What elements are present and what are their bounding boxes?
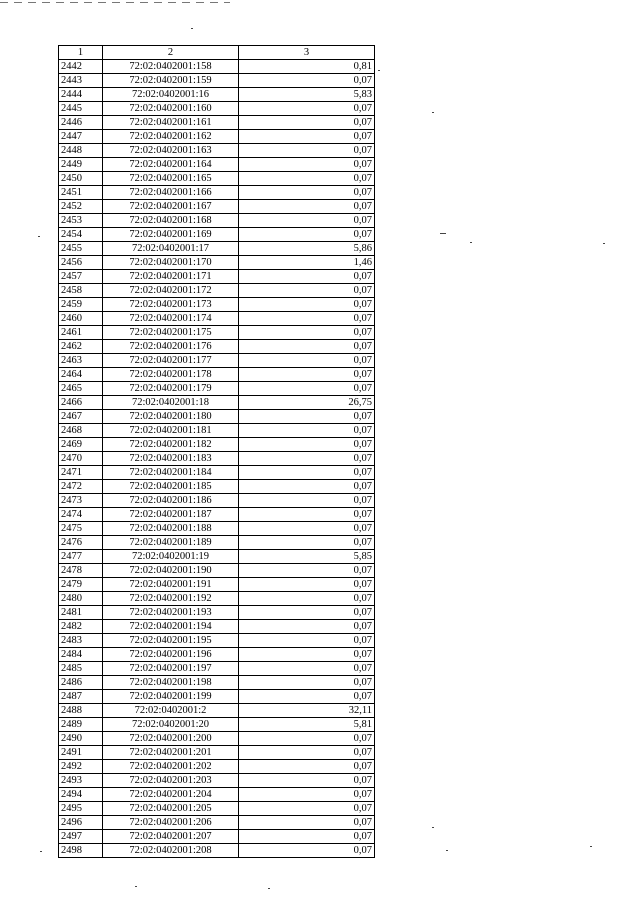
- cadastral-number: 72:02:0402001:20: [103, 718, 239, 732]
- row-number: 2453: [59, 214, 103, 228]
- scan-speck: [268, 888, 270, 889]
- scan-speck: [446, 850, 448, 851]
- row-number: 2471: [59, 466, 103, 480]
- cadastral-number: 72:02:0402001:16: [103, 88, 239, 102]
- cadastral-number: 72:02:0402001:185: [103, 480, 239, 494]
- area-value: 0,07: [239, 452, 375, 466]
- row-number: 2491: [59, 746, 103, 760]
- area-value: 0,07: [239, 578, 375, 592]
- area-value: 0,07: [239, 844, 375, 858]
- table-row: [59, 326, 375, 340]
- row-number: 2451: [59, 186, 103, 200]
- cadastral-number: 72:02:0402001:207: [103, 830, 239, 844]
- area-value: 0,07: [239, 354, 375, 368]
- table-row: [59, 228, 375, 242]
- area-value: 5,85: [239, 550, 375, 564]
- table-row: [59, 298, 375, 312]
- area-value: 0,07: [239, 746, 375, 760]
- cadastral-number: 72:02:0402001:187: [103, 508, 239, 522]
- table-row: [59, 788, 375, 802]
- area-value: 0,07: [239, 214, 375, 228]
- land-parcel-table: [58, 45, 375, 858]
- row-number: 2466: [59, 396, 103, 410]
- area-value: 0,07: [239, 410, 375, 424]
- cadastral-number: 72:02:0402001:161: [103, 116, 239, 130]
- cadastral-number: 72:02:0402001:184: [103, 466, 239, 480]
- table-row: [59, 144, 375, 158]
- area-value: 26,75: [239, 396, 375, 410]
- table-row: [59, 186, 375, 200]
- cadastral-number: 72:02:0402001:158: [103, 60, 239, 74]
- table-row: [59, 88, 375, 102]
- area-value: 0,07: [239, 466, 375, 480]
- row-number: 2442: [59, 60, 103, 74]
- row-number: 2463: [59, 354, 103, 368]
- scan-speck: [590, 846, 592, 847]
- area-value: 0,07: [239, 144, 375, 158]
- cadastral-number: 72:02:0402001:163: [103, 144, 239, 158]
- area-value: 0,07: [239, 340, 375, 354]
- area-value: 32,11: [239, 704, 375, 718]
- area-value: 0,07: [239, 774, 375, 788]
- row-number: 2456: [59, 256, 103, 270]
- cadastral-number: 72:02:0402001:197: [103, 662, 239, 676]
- row-number: 2476: [59, 536, 103, 550]
- table-row: [59, 396, 375, 410]
- table-row: [59, 312, 375, 326]
- row-number: 2473: [59, 494, 103, 508]
- row-number: 2447: [59, 130, 103, 144]
- area-value: 0,07: [239, 676, 375, 690]
- area-value: 0,07: [239, 130, 375, 144]
- cadastral-number: 72:02:0402001:168: [103, 214, 239, 228]
- cadastral-number: 72:02:0402001:162: [103, 130, 239, 144]
- table-row: [59, 536, 375, 550]
- table-row: [59, 354, 375, 368]
- area-value: 0,07: [239, 172, 375, 186]
- cadastral-number: 72:02:0402001:189: [103, 536, 239, 550]
- table-row: [59, 242, 375, 256]
- area-value: 0,07: [239, 732, 375, 746]
- row-number: 2468: [59, 424, 103, 438]
- cadastral-number: 72:02:0402001:192: [103, 592, 239, 606]
- cadastral-number: 72:02:0402001:200: [103, 732, 239, 746]
- table-row: [59, 60, 375, 74]
- table-row: [59, 466, 375, 480]
- table-row: [59, 452, 375, 466]
- cadastral-number: 72:02:0402001:175: [103, 326, 239, 340]
- cadastral-number: 72:02:0402001:203: [103, 774, 239, 788]
- cadastral-number: 72:02:0402001:188: [103, 522, 239, 536]
- area-value: 0,07: [239, 186, 375, 200]
- table-row: [59, 172, 375, 186]
- area-value: 0,07: [239, 312, 375, 326]
- table-row: [59, 494, 375, 508]
- header-col-2: 2: [103, 46, 239, 60]
- row-number: 2478: [59, 564, 103, 578]
- cadastral-number: 72:02:0402001:172: [103, 284, 239, 298]
- scan-speck: [378, 70, 380, 71]
- table-row: [59, 508, 375, 522]
- area-value: 0,07: [239, 564, 375, 578]
- row-number: 2461: [59, 326, 103, 340]
- area-value: 0,07: [239, 74, 375, 88]
- area-value: 0,07: [239, 438, 375, 452]
- table-row: [59, 816, 375, 830]
- area-value: 0,07: [239, 480, 375, 494]
- row-number: 2490: [59, 732, 103, 746]
- row-number: 2488: [59, 704, 103, 718]
- row-number: 2479: [59, 578, 103, 592]
- row-number: 2495: [59, 802, 103, 816]
- row-number: 2458: [59, 284, 103, 298]
- table-row: [59, 774, 375, 788]
- area-value: 0,07: [239, 494, 375, 508]
- table-row: [59, 760, 375, 774]
- table-row: [59, 410, 375, 424]
- table-row: [59, 606, 375, 620]
- row-number: 2477: [59, 550, 103, 564]
- table-row: [59, 116, 375, 130]
- area-value: 0,07: [239, 228, 375, 242]
- cadastral-number: 72:02:0402001:205: [103, 802, 239, 816]
- cadastral-number: 72:02:0402001:182: [103, 438, 239, 452]
- table-row: [59, 256, 375, 270]
- row-number: 2482: [59, 620, 103, 634]
- row-number: 2486: [59, 676, 103, 690]
- table-row: [59, 634, 375, 648]
- cadastral-number: 72:02:0402001:204: [103, 788, 239, 802]
- area-value: 1,46: [239, 256, 375, 270]
- area-value: 0,07: [239, 368, 375, 382]
- table-row: [59, 802, 375, 816]
- area-value: 0,07: [239, 158, 375, 172]
- area-value: 0,07: [239, 102, 375, 116]
- row-number: 2492: [59, 760, 103, 774]
- table-row: [59, 340, 375, 354]
- cadastral-number: 72:02:0402001:206: [103, 816, 239, 830]
- cadastral-number: 72:02:0402001:164: [103, 158, 239, 172]
- scan-speck: [440, 233, 446, 234]
- row-number: 2480: [59, 592, 103, 606]
- row-number: 2484: [59, 648, 103, 662]
- table-row: [59, 662, 375, 676]
- area-value: 0,07: [239, 788, 375, 802]
- cadastral-number: 72:02:0402001:174: [103, 312, 239, 326]
- cadastral-number: 72:02:0402001:195: [103, 634, 239, 648]
- row-number: 2445: [59, 102, 103, 116]
- table-row: [59, 578, 375, 592]
- row-number: 2497: [59, 830, 103, 844]
- row-number: 2448: [59, 144, 103, 158]
- row-number: 2489: [59, 718, 103, 732]
- area-value: 0,07: [239, 634, 375, 648]
- table-body: [59, 46, 375, 858]
- scan-speck: [432, 112, 434, 113]
- cadastral-number: 72:02:0402001:196: [103, 648, 239, 662]
- area-value: 0,07: [239, 816, 375, 830]
- row-number: 2464: [59, 368, 103, 382]
- row-number: 2450: [59, 172, 103, 186]
- cadastral-number: 72:02:0402001:183: [103, 452, 239, 466]
- row-number: 2494: [59, 788, 103, 802]
- scan-speck: [603, 243, 605, 244]
- area-value: 0,07: [239, 536, 375, 550]
- cadastral-number: 72:02:0402001:19: [103, 550, 239, 564]
- cadastral-number: 72:02:0402001:2: [103, 704, 239, 718]
- cadastral-number: 72:02:0402001:193: [103, 606, 239, 620]
- cadastral-number: 72:02:0402001:186: [103, 494, 239, 508]
- row-number: 2481: [59, 606, 103, 620]
- table-row: [59, 690, 375, 704]
- area-value: 0,07: [239, 508, 375, 522]
- table-row: [59, 158, 375, 172]
- row-number: 2487: [59, 690, 103, 704]
- row-number: 2443: [59, 74, 103, 88]
- row-number: 2475: [59, 522, 103, 536]
- cadastral-number: 72:02:0402001:208: [103, 844, 239, 858]
- table-row: [59, 564, 375, 578]
- header-col-3: 3: [239, 46, 375, 60]
- area-value: 0,07: [239, 298, 375, 312]
- table-row: [59, 592, 375, 606]
- cadastral-number: 72:02:0402001:194: [103, 620, 239, 634]
- area-value: 0,07: [239, 200, 375, 214]
- area-value: 0,07: [239, 326, 375, 340]
- row-number: 2457: [59, 270, 103, 284]
- cadastral-number: 72:02:0402001:170: [103, 256, 239, 270]
- scan-speck: [40, 851, 42, 852]
- area-value: 0,07: [239, 802, 375, 816]
- cadastral-number: 72:02:0402001:198: [103, 676, 239, 690]
- row-number: 2455: [59, 242, 103, 256]
- table-row: [59, 648, 375, 662]
- cadastral-number: 72:02:0402001:166: [103, 186, 239, 200]
- cadastral-number: 72:02:0402001:167: [103, 200, 239, 214]
- table-row: [59, 718, 375, 732]
- table-row: [59, 424, 375, 438]
- area-value: 0,07: [239, 662, 375, 676]
- row-number: 2444: [59, 88, 103, 102]
- cadastral-number: 72:02:0402001:173: [103, 298, 239, 312]
- row-number: 2452: [59, 200, 103, 214]
- scan-speck: [38, 236, 40, 237]
- area-value: 0,07: [239, 690, 375, 704]
- scan-speck: [432, 827, 434, 828]
- table-row: [59, 368, 375, 382]
- table-row: [59, 74, 375, 88]
- cadastral-number: 72:02:0402001:169: [103, 228, 239, 242]
- area-value: 0,07: [239, 382, 375, 396]
- row-number: 2469: [59, 438, 103, 452]
- area-value: 0,07: [239, 270, 375, 284]
- table-row: [59, 704, 375, 718]
- cadastral-number: 72:02:0402001:180: [103, 410, 239, 424]
- area-value: 0,07: [239, 592, 375, 606]
- row-number: 2454: [59, 228, 103, 242]
- table-row: [59, 522, 375, 536]
- row-number: 2460: [59, 312, 103, 326]
- cadastral-number: 72:02:0402001:199: [103, 690, 239, 704]
- area-value: 0,07: [239, 284, 375, 298]
- area-value: 0,81: [239, 60, 375, 74]
- cadastral-number: 72:02:0402001:178: [103, 368, 239, 382]
- area-value: 0,07: [239, 760, 375, 774]
- table-row: [59, 676, 375, 690]
- table-row: [59, 732, 375, 746]
- cadastral-number: 72:02:0402001:191: [103, 578, 239, 592]
- cadastral-number: 72:02:0402001:181: [103, 424, 239, 438]
- area-value: 5,83: [239, 88, 375, 102]
- area-value: 0,07: [239, 606, 375, 620]
- row-number: 2483: [59, 634, 103, 648]
- table-row: [59, 830, 375, 844]
- scan-speck: [470, 242, 472, 243]
- scan-speck: [191, 28, 193, 29]
- table-row: [59, 200, 375, 214]
- area-value: 0,07: [239, 522, 375, 536]
- cadastral-number: 72:02:0402001:17: [103, 242, 239, 256]
- row-number: 2485: [59, 662, 103, 676]
- table-header-row: [59, 46, 375, 60]
- table-row: [59, 438, 375, 452]
- cadastral-number: 72:02:0402001:159: [103, 74, 239, 88]
- cadastral-number: 72:02:0402001:165: [103, 172, 239, 186]
- table-row: [59, 844, 375, 858]
- table-row: [59, 130, 375, 144]
- row-number: 2459: [59, 298, 103, 312]
- row-number: 2467: [59, 410, 103, 424]
- scan-artifact-top: [0, 2, 230, 3]
- cadastral-number: 72:02:0402001:179: [103, 382, 239, 396]
- table-row: [59, 270, 375, 284]
- table-row: [59, 550, 375, 564]
- cadastral-number: 72:02:0402001:160: [103, 102, 239, 116]
- area-value: 5,81: [239, 718, 375, 732]
- row-number: 2472: [59, 480, 103, 494]
- cadastral-number: 72:02:0402001:202: [103, 760, 239, 774]
- row-number: 2470: [59, 452, 103, 466]
- row-number: 2498: [59, 844, 103, 858]
- cadastral-number: 72:02:0402001:201: [103, 746, 239, 760]
- table-row: [59, 620, 375, 634]
- cadastral-number: 72:02:0402001:18: [103, 396, 239, 410]
- row-number: 2462: [59, 340, 103, 354]
- area-value: 0,07: [239, 830, 375, 844]
- table-row: [59, 214, 375, 228]
- row-number: 2446: [59, 116, 103, 130]
- table-row: [59, 102, 375, 116]
- cadastral-number: 72:02:0402001:190: [103, 564, 239, 578]
- header-col-1: 1: [59, 46, 103, 60]
- row-number: 2474: [59, 508, 103, 522]
- row-number: 2465: [59, 382, 103, 396]
- area-value: 0,07: [239, 116, 375, 130]
- cadastral-number: 72:02:0402001:177: [103, 354, 239, 368]
- row-number: 2493: [59, 774, 103, 788]
- row-number: 2449: [59, 158, 103, 172]
- area-value: 0,07: [239, 620, 375, 634]
- area-value: 5,86: [239, 242, 375, 256]
- table-row: [59, 480, 375, 494]
- cadastral-number: 72:02:0402001:171: [103, 270, 239, 284]
- table-row: [59, 284, 375, 298]
- area-value: 0,07: [239, 648, 375, 662]
- table-row: [59, 746, 375, 760]
- cadastral-number: 72:02:0402001:176: [103, 340, 239, 354]
- table-row: [59, 382, 375, 396]
- row-number: 2496: [59, 816, 103, 830]
- scan-speck: [135, 886, 137, 887]
- area-value: 0,07: [239, 424, 375, 438]
